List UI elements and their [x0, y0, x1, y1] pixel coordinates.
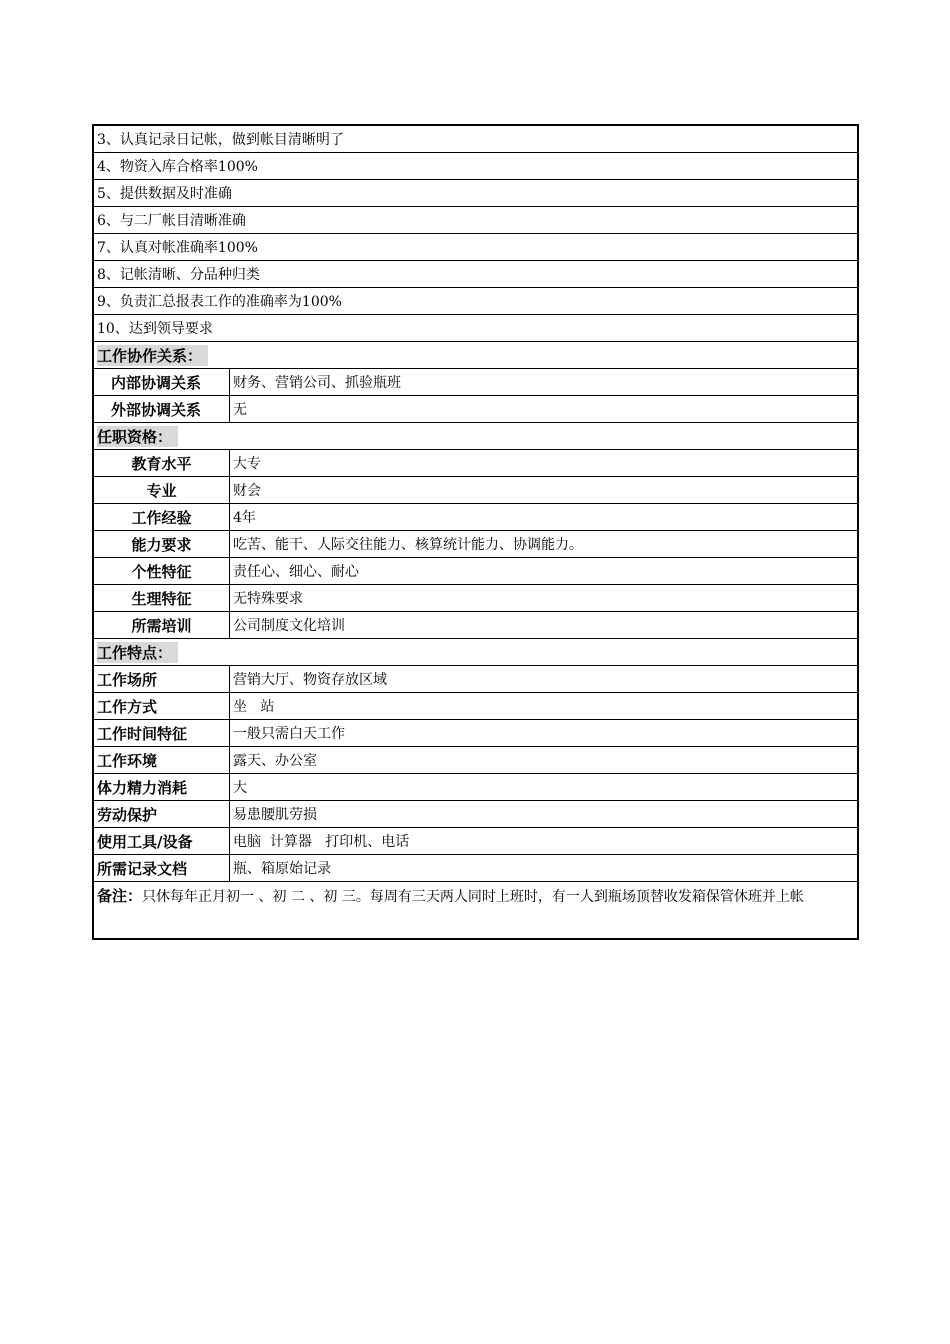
duty-text: 10、达到领导要求	[97, 321, 213, 337]
duty-text: 9、负责汇总报表工作的准确率为100%	[97, 294, 342, 310]
field-value: 大	[233, 780, 247, 796]
field-value: 4年	[233, 510, 256, 526]
section-title: 任职资格：	[97, 426, 178, 447]
section-header-qualifications	[94, 423, 857, 450]
field-value: 无	[233, 402, 247, 418]
field-label: 能力要求	[94, 531, 230, 557]
section-title: 工作协作关系：	[97, 345, 208, 366]
qualification-row	[94, 585, 857, 612]
duty-row	[94, 207, 857, 234]
field-value: 坐 站	[233, 699, 275, 715]
field-value: 电脑 计算器 打印机、电话	[233, 834, 410, 850]
field-value: 责任心、细心、耐心	[233, 564, 359, 580]
qualification-row	[94, 612, 857, 639]
coordination-row	[94, 369, 857, 396]
field-value: 露天、办公室	[233, 753, 317, 769]
field-value: 一般只需白天工作	[233, 726, 345, 742]
feature-row	[94, 774, 857, 801]
field-value: 无特殊要求	[233, 591, 303, 607]
field-value: 营销大厅、物资存放区域	[233, 672, 387, 688]
field-value: 吃苦、能干、人际交往能力、核算统计能力、协调能力。	[233, 537, 583, 553]
field-label: 工作时间特征	[94, 720, 230, 746]
duty-row	[94, 234, 857, 261]
field-label: 个性特征	[94, 558, 230, 584]
field-label: 生理特征	[94, 585, 230, 611]
field-label: 工作方式	[94, 693, 230, 719]
field-label: 使用工具/设备	[94, 828, 230, 854]
duty-row	[94, 261, 857, 288]
duty-text: 5、提供数据及时准确	[97, 186, 232, 202]
field-label: 工作环境	[94, 747, 230, 773]
field-value: 财务、营销公司、抓验瓶班	[233, 375, 401, 391]
qualification-row	[94, 558, 857, 585]
feature-row	[94, 666, 857, 693]
field-label: 劳动保护	[94, 801, 230, 827]
field-label: 教育水平	[94, 450, 230, 476]
duty-row	[94, 126, 857, 153]
duty-row	[94, 180, 857, 207]
duty-row	[94, 153, 857, 180]
qualification-row	[94, 477, 857, 504]
duty-text: 3、认真记录日记帐，做到帐目清晰明了	[97, 132, 344, 148]
qualification-row	[94, 450, 857, 477]
job-description-table	[92, 124, 859, 940]
field-value: 大专	[233, 456, 261, 472]
duty-row	[94, 315, 857, 342]
field-label: 所需记录文档	[94, 855, 230, 881]
duty-text: 6、与二厂帐目清晰准确	[97, 213, 246, 229]
field-label: 专业	[94, 477, 230, 503]
feature-row	[94, 801, 857, 828]
field-label: 所需培训	[94, 612, 230, 638]
duty-text: 4、物资入库合格率100%	[97, 159, 258, 175]
field-value: 瓶、箱原始记录	[233, 861, 331, 877]
field-label: 外部协调关系	[94, 396, 230, 422]
duty-text: 8、记帐清晰、分品种归类	[97, 267, 260, 283]
duty-text: 7、认真对帐准确率100%	[97, 240, 258, 256]
note-row	[94, 882, 857, 938]
duty-row	[94, 288, 857, 315]
section-title: 工作特点：	[97, 642, 178, 663]
feature-row	[94, 693, 857, 720]
qualification-row	[94, 504, 857, 531]
field-label: 体力精力消耗	[94, 774, 230, 800]
note	[94, 882, 804, 938]
feature-row	[94, 855, 857, 882]
field-label: 工作经验	[94, 504, 230, 530]
feature-row	[94, 720, 857, 747]
field-value: 易患腰肌劳损	[233, 807, 317, 823]
section-header-features	[94, 639, 857, 666]
note-text: 只休每年正月初一 、初 二 、初 三。每周有三天两人同时上班时，有一人到瓶场顶替收发箱保管休班并上帐	[142, 889, 804, 905]
note-label: 备注：	[97, 887, 143, 905]
section-header-coordination	[94, 342, 857, 369]
field-label: 内部协调关系	[94, 369, 230, 395]
coordination-row	[94, 396, 857, 423]
field-value: 财会	[233, 483, 261, 499]
field-label: 工作场所	[94, 666, 230, 692]
field-value: 公司制度文化培训	[233, 618, 345, 634]
feature-row	[94, 828, 857, 855]
qualification-row	[94, 531, 857, 558]
feature-row	[94, 747, 857, 774]
